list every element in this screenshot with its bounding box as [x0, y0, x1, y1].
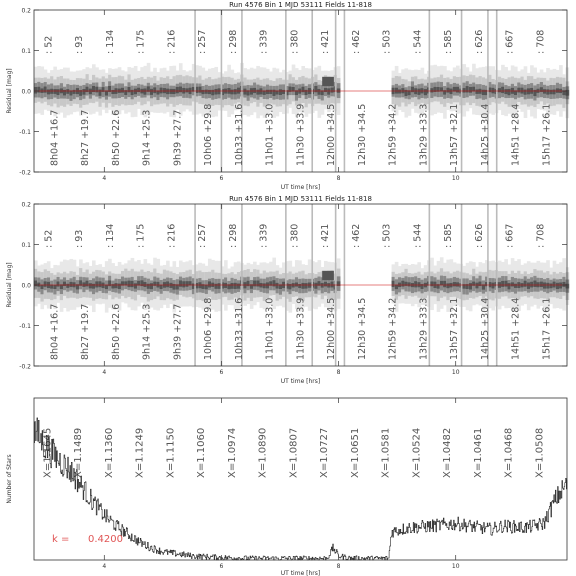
field-coordinate-label: 9h39 +27.7 [172, 303, 184, 360]
field-coordinate-label: 11h01 +33.0 [264, 103, 276, 166]
airmass-label: X=1.0890 [257, 427, 269, 478]
heatmap-cell-3 [89, 89, 93, 95]
heatmap-cell-3 [182, 281, 186, 287]
heatmap-cell-3 [57, 281, 61, 286]
heatmap-cell-3 [153, 87, 157, 93]
field-coordinate-label: 11h30 +33.9 [295, 103, 307, 166]
x-tick-label: 10 [451, 563, 460, 570]
heatmap-cell-3 [82, 282, 86, 287]
heatmap-cell-3 [105, 285, 109, 289]
field-number-label: : 298 [228, 29, 240, 54]
field-coordinate-label: 13h29 +33.3 [418, 103, 430, 166]
heatmap-cell-3 [524, 281, 528, 287]
heatmap-cell-3 [150, 89, 154, 95]
heatmap-cell-3 [179, 280, 183, 286]
heatmap-cell-3 [305, 90, 309, 95]
heatmap-cell-3 [205, 90, 209, 94]
heatmap-cell-3 [173, 89, 177, 94]
heatmap-cell-3 [166, 281, 170, 287]
heatmap-cell-3 [69, 282, 73, 287]
heatmap-cell-3 [263, 283, 267, 288]
field-coordinate-label: 9h14 +25.3 [141, 303, 153, 360]
heatmap-cell-3 [279, 89, 283, 95]
x-tick-label: 4 [102, 175, 107, 182]
heatmap-cell-3 [121, 88, 125, 93]
field-coordinate-label: 12h59 +34.2 [387, 297, 399, 360]
heatmap-cell-3 [63, 282, 67, 286]
field-coordinate-label: 9h14 +25.3 [141, 109, 153, 166]
field-coordinate-label: 14h51 +28.4 [510, 103, 522, 166]
x-tick-label: 4 [102, 369, 107, 376]
field-number-label: : 421 [320, 223, 332, 248]
field-coordinate-label: 9h39 +27.7 [172, 109, 184, 166]
heatmap-cell-3 [508, 283, 512, 289]
field-coordinate-label: 8h27 +19.7 [80, 303, 92, 360]
field-coordinate-label: 13h29 +33.3 [418, 297, 430, 360]
heatmap-cell-3 [198, 87, 202, 93]
heatmap-cell-3 [34, 281, 38, 287]
heatmap-cell-3 [111, 90, 115, 94]
heatmap-cell-3 [214, 284, 218, 289]
field-number-label: : 257 [197, 29, 209, 54]
heatmap-cell-3 [482, 90, 486, 95]
heatmap-cell-3 [166, 89, 170, 95]
heatmap-cell-3 [540, 282, 544, 287]
heatmap-cell-3 [272, 90, 276, 96]
airmass-label: X=1.1360 [104, 427, 116, 478]
heatmap-cell-3 [414, 281, 418, 287]
y-tick-label: 0.0 [21, 88, 31, 96]
heatmap-cell-3 [156, 282, 160, 288]
field-number-label: : 52 [43, 229, 55, 248]
field-number-label: : 544 [412, 223, 424, 248]
heatmap-cell-3 [205, 285, 209, 290]
heatmap-cell-3 [520, 88, 524, 94]
heatmap-cell-3 [266, 282, 270, 288]
field-number-label: : 585 [443, 29, 455, 54]
heatmap-cell-3 [134, 283, 138, 288]
airmass-label: X=1.0468 [503, 427, 515, 478]
field-number-label: : 380 [289, 29, 301, 54]
heatmap-cell-3 [514, 284, 518, 288]
heatmap-cell-3 [446, 283, 450, 288]
heatmap-cell-3 [517, 88, 521, 93]
heatmap-cell-3 [411, 87, 415, 92]
heatmap-cell-3 [53, 89, 57, 94]
field-coordinate-label: 8h27 +19.7 [80, 109, 92, 166]
field-number-label: : 503 [381, 223, 393, 248]
heatmap-cell-3 [305, 283, 309, 289]
field-coordinate-label: 8h04 +16.7 [49, 303, 61, 360]
heatmap-cell-3 [147, 284, 151, 289]
airmass-label: X=1.1249 [134, 427, 146, 478]
heatmap-cell-3 [160, 285, 164, 289]
heatmap-cell-3 [118, 284, 122, 289]
field-coordinate-label: 10h33 +31.6 [234, 103, 246, 166]
star-count-panel [6, 398, 567, 576]
heatmap-cell-3 [44, 281, 48, 286]
heatmap-cell-3 [131, 90, 135, 95]
heatmap-cell-3 [92, 284, 96, 289]
heatmap-cell-3 [417, 89, 421, 95]
heatmap-cell-3 [559, 282, 563, 288]
heatmap-cell-3 [408, 282, 412, 286]
heatmap-cell-3 [163, 88, 167, 93]
heatmap-cell-3 [530, 282, 534, 288]
field-number-label: : 134 [105, 223, 117, 248]
field-number-label: : 175 [135, 29, 147, 54]
heatmap-cell-3 [549, 283, 553, 288]
heatmap-cell-3 [208, 90, 212, 94]
chart-title: Run 4576 Bin 1 MJD 53111 Fields 11-818 [229, 195, 372, 203]
heatmap-cell-3 [47, 89, 51, 94]
field-number-label: : 93 [74, 229, 86, 248]
heatmap-cell-3 [98, 281, 102, 287]
field-number-label: : 216 [166, 29, 178, 54]
heatmap-cell-3 [134, 89, 138, 95]
heatmap-cell-3 [508, 89, 512, 95]
heatmap-cell-3 [231, 90, 235, 95]
y-axis-label: Residual [mag] [6, 68, 13, 114]
field-coordinate-label: 8h50 +22.6 [111, 109, 123, 166]
chart-title: Run 4576 Bin 1 MJD 53111 Fields 11-818 [229, 1, 372, 9]
heatmap-cell-3 [73, 90, 77, 94]
heatmap-cell-3 [150, 283, 154, 289]
heatmap-cell-3 [475, 89, 479, 94]
field-number-label: : 667 [504, 223, 516, 248]
field-number-label: : 626 [474, 29, 486, 54]
field-number-label: : 462 [351, 29, 363, 54]
field-number-label: : 585 [443, 223, 455, 248]
field-coordinate-label: 11h30 +33.9 [295, 297, 307, 360]
field-number-label: : 544 [412, 29, 424, 54]
heatmap-cell-3 [543, 282, 547, 288]
heatmap-cell-3 [169, 89, 173, 94]
field-number-label: : 421 [320, 29, 332, 54]
heatmap-cell-3 [256, 281, 260, 287]
x-tick-label: 10 [451, 369, 460, 376]
heatmap-cell-3 [466, 86, 470, 92]
airmass-label: X=1.1645 [42, 427, 54, 478]
heatmap-cell-3 [115, 283, 119, 288]
heatmap-cell-3 [260, 88, 264, 94]
heatmap-cell-3 [337, 88, 341, 92]
heatmap-cell-3 [488, 88, 492, 93]
heatmap-cell-3 [479, 282, 483, 286]
heatmap-cell-3 [446, 88, 450, 93]
x-axis-label: UT time [hrs] [280, 184, 321, 191]
heatmap-cell-3 [546, 283, 550, 289]
field-number-label: : 257 [197, 223, 209, 248]
heatmap-cell-3 [208, 281, 212, 287]
heatmap-cell-3 [37, 283, 41, 287]
heatmap-cell-3 [456, 282, 460, 286]
heatmap-cell-3 [504, 281, 508, 287]
heatmap-cell-3 [202, 90, 206, 94]
heatmap-cell-3 [491, 283, 495, 289]
heatmap-cell-3 [57, 89, 61, 95]
field-number-label: : 339 [258, 223, 270, 248]
heatmap-cell-3 [301, 87, 305, 92]
heatmap-cell-3 [243, 89, 247, 95]
heatmap-cell-3 [543, 89, 547, 93]
heatmap-cell-3 [301, 283, 305, 289]
heatmap-cell-3 [553, 282, 557, 288]
airmass-label: X=1.1060 [196, 427, 208, 478]
heatmap-cell-3 [247, 281, 251, 286]
field-coordinate-label: 12h30 +34.5 [357, 297, 369, 360]
heatmap-cell-3 [86, 281, 90, 287]
field-number-label: : 708 [535, 223, 547, 248]
heatmap-cell-3 [562, 282, 566, 287]
field-coordinate-label: 12h59 +34.2 [387, 103, 399, 166]
heatmap-cell-3 [527, 88, 531, 94]
field-number-label: : 52 [43, 35, 55, 54]
heatmap-cell-3 [253, 281, 257, 287]
heatmap-cell-3 [504, 89, 508, 94]
y-axis-label: Residual [mag] [6, 262, 13, 308]
airmass-label: X=1.0508 [534, 427, 546, 478]
heatmap-cell-3 [533, 281, 537, 287]
heatmap-cell-3 [475, 283, 479, 289]
field-number-label: : 380 [289, 223, 301, 248]
field-coordinate-label: 10h06 +29.8 [203, 103, 215, 166]
field-number-label: : 503 [381, 29, 393, 54]
heatmap-cell-3 [527, 282, 531, 288]
heatmap-cell-3 [214, 89, 218, 95]
x-tick-label: 8 [336, 369, 341, 376]
x-axis-label: UT time [hrs] [280, 570, 321, 576]
heatmap-cell-3 [549, 90, 553, 94]
y-tick-label: 0.2 [21, 201, 31, 209]
heatmap-cell-3 [430, 88, 434, 92]
field-coordinate-label: 13h57 +32.1 [449, 103, 461, 166]
field-coordinate-label: 8h50 +22.6 [111, 303, 123, 360]
heatmap-cell-3 [327, 88, 331, 94]
heatmap-cell-3 [330, 88, 334, 93]
heatmap-cell-3 [127, 281, 131, 287]
airmass-label: X=1.0651 [350, 427, 362, 478]
field-coordinate-label: 14h25 +30.4 [480, 103, 492, 166]
heatmap-spike-cell [322, 77, 334, 86]
x-tick-label: 8 [336, 175, 341, 182]
heatmap-cell-3 [556, 88, 560, 92]
heatmap-cell-3 [524, 90, 528, 95]
heatmap-cell-3 [553, 90, 557, 95]
heatmap-cell-3 [469, 87, 473, 93]
heatmap-cell-3 [295, 282, 299, 286]
heatmap-cell-3 [95, 87, 99, 93]
field-coordinate-label: 8h04 +16.7 [49, 109, 61, 166]
heatmap-cell-3 [66, 89, 70, 94]
heatmap-cell-3 [176, 87, 180, 93]
field-number-label: : 93 [74, 35, 86, 54]
heatmap-cell-3 [498, 88, 502, 92]
airmass-label: X=1.0524 [411, 427, 423, 478]
airmass-label: X=1.0727 [319, 427, 331, 478]
heatmap-cell-3 [102, 283, 106, 288]
heatmap-cell-3 [314, 86, 318, 92]
heatmap-cell-3 [144, 88, 148, 94]
airmass-label: X=1.0807 [288, 427, 300, 478]
heatmap-cell-3 [501, 87, 505, 93]
field-coordinate-label: 15h17 +26.1 [541, 103, 553, 166]
airmass-label: X=1.1150 [165, 427, 177, 478]
heatmap-cell-3 [276, 283, 280, 289]
k-value: 0.4200 [88, 534, 123, 545]
field-number-label: : 667 [504, 29, 516, 54]
field-coordinate-label: 10h06 +29.8 [203, 297, 215, 360]
field-coordinate-label: 12h30 +34.5 [357, 103, 369, 166]
heatmap-cell-3 [224, 283, 228, 288]
heatmap-cell-3 [231, 283, 235, 289]
heatmap-cell-3 [401, 281, 405, 287]
heatmap-cell-3 [169, 283, 173, 288]
heatmap-cell-3 [392, 281, 396, 287]
airmass-label: X=1.0482 [442, 427, 454, 478]
y-axis-label: Number of Stars [6, 454, 13, 504]
heatmap-cell-3 [398, 89, 402, 93]
y-tick-label: 0.1 [21, 242, 31, 249]
heatmap-cell-3 [443, 281, 447, 287]
heatmap-spike-cell [322, 271, 334, 280]
heatmap-cell-3 [237, 88, 241, 94]
heatmap-cell-3 [82, 89, 86, 95]
heatmap-cell-3 [292, 283, 296, 287]
y-tick-label: 0.2 [21, 7, 31, 15]
heatmap-cell-3 [234, 89, 238, 94]
heatmap-cell-3 [556, 283, 560, 289]
field-coordinate-label: 13h57 +32.1 [449, 297, 461, 360]
heatmap-cell-3 [317, 89, 321, 95]
x-tick-label: 4 [102, 563, 107, 570]
heatmap-cell-3 [511, 282, 515, 286]
field-coordinate-label: 12h00 +34.5 [326, 103, 338, 166]
k-label: k = [52, 534, 70, 545]
heatmap-cell-3 [131, 281, 135, 287]
field-coordinate-label: 14h51 +28.4 [510, 297, 522, 360]
heatmap-cell-3 [179, 87, 183, 93]
heatmap-cell-3 [137, 88, 141, 92]
heatmap-cell-3 [450, 89, 454, 94]
residual-panel-1 [6, 1, 569, 191]
heatmap-cell-3 [185, 281, 189, 287]
field-number-label: : 339 [258, 29, 270, 54]
heatmap-cell-3 [250, 88, 254, 94]
heatmap-cell-3 [253, 88, 257, 93]
heatmap-cell-3 [395, 88, 399, 94]
field-coordinate-label: 15h17 +26.1 [541, 297, 553, 360]
heatmap-cell-3 [40, 88, 44, 93]
y-tick-label: -0.1 [19, 129, 31, 136]
heatmap-cell-3 [546, 89, 550, 94]
heatmap-cell-3 [330, 282, 334, 288]
heatmap-cell-3 [298, 284, 302, 288]
heatmap-cell-3 [424, 89, 428, 95]
heatmap-cell-3 [324, 282, 328, 287]
heatmap-cell-3 [34, 87, 38, 93]
heatmap-cell-3 [327, 283, 331, 287]
x-tick-label: 6 [219, 369, 224, 376]
heatmap-cell-3 [53, 285, 57, 289]
residual-panel-2 [6, 195, 569, 385]
x-tick-label: 6 [219, 175, 224, 182]
heatmap-cell-3 [491, 88, 495, 93]
x-tick-label: 8 [336, 563, 341, 570]
field-coordinate-label: 10h33 +31.6 [234, 297, 246, 360]
y-tick-label: 0.0 [21, 282, 31, 290]
field-number-label: : 175 [135, 223, 147, 248]
heatmap-cell-3 [462, 88, 466, 92]
heatmap-cell-3 [314, 283, 318, 289]
field-number-label: : 134 [105, 29, 117, 54]
field-coordinate-label: 11h01 +33.0 [264, 297, 276, 360]
heatmap-cell-3 [256, 90, 260, 95]
heatmap-cell-3 [272, 280, 276, 286]
x-tick-label: 6 [219, 563, 224, 570]
heatmap-cell-3 [44, 87, 48, 93]
heatmap-cell-3 [185, 88, 189, 92]
y-tick-label: -0.2 [19, 363, 31, 371]
heatmap-cell-3 [127, 87, 131, 92]
heatmap-cell-3 [324, 88, 328, 92]
heatmap-cell-3 [95, 281, 99, 287]
heatmap-cell-3 [234, 283, 238, 289]
airmass-label: X=1.0461 [473, 427, 485, 478]
field-coordinate-label: 14h25 +30.4 [480, 297, 492, 360]
y-tick-label: -0.1 [19, 323, 31, 330]
heatmap-cell-3 [488, 282, 492, 287]
airmass-label: X=1.0974 [227, 427, 239, 478]
heatmap-cell-3 [430, 281, 434, 286]
heatmap-cell-3 [469, 283, 473, 289]
heatmap-cell-3 [211, 90, 215, 95]
heatmap-cell-3 [37, 87, 41, 93]
airmass-label: X=1.0581 [380, 427, 392, 478]
heatmap-cell-3 [66, 284, 70, 288]
heatmap-cell-3 [144, 282, 148, 287]
heatmap-cell-3 [501, 281, 505, 287]
field-number-label: : 462 [351, 223, 363, 248]
y-tick-label: 0.1 [21, 48, 31, 55]
heatmap-cell-3 [160, 88, 164, 94]
field-number-label: : 216 [166, 223, 178, 248]
field-number-label: : 708 [535, 29, 547, 54]
heatmap-cell-3 [98, 90, 102, 96]
field-coordinate-label: 12h00 +34.5 [326, 297, 338, 360]
heatmap-cell-3 [453, 282, 457, 286]
heatmap-cell-3 [237, 284, 241, 289]
heatmap-cell-3 [266, 90, 270, 94]
field-number-label: : 626 [474, 223, 486, 248]
heatmap-cell-3 [440, 281, 444, 285]
heatmap-cell-3 [89, 283, 93, 288]
heatmap-cell-3 [269, 90, 273, 94]
field-number-label: : 298 [228, 223, 240, 248]
x-tick-label: 10 [451, 175, 460, 182]
airmass-label: X=1.1489 [73, 427, 85, 478]
y-tick-label: -0.2 [19, 169, 31, 177]
x-axis-label: UT time [hrs] [280, 378, 321, 385]
heatmap-cell-3 [456, 87, 460, 93]
